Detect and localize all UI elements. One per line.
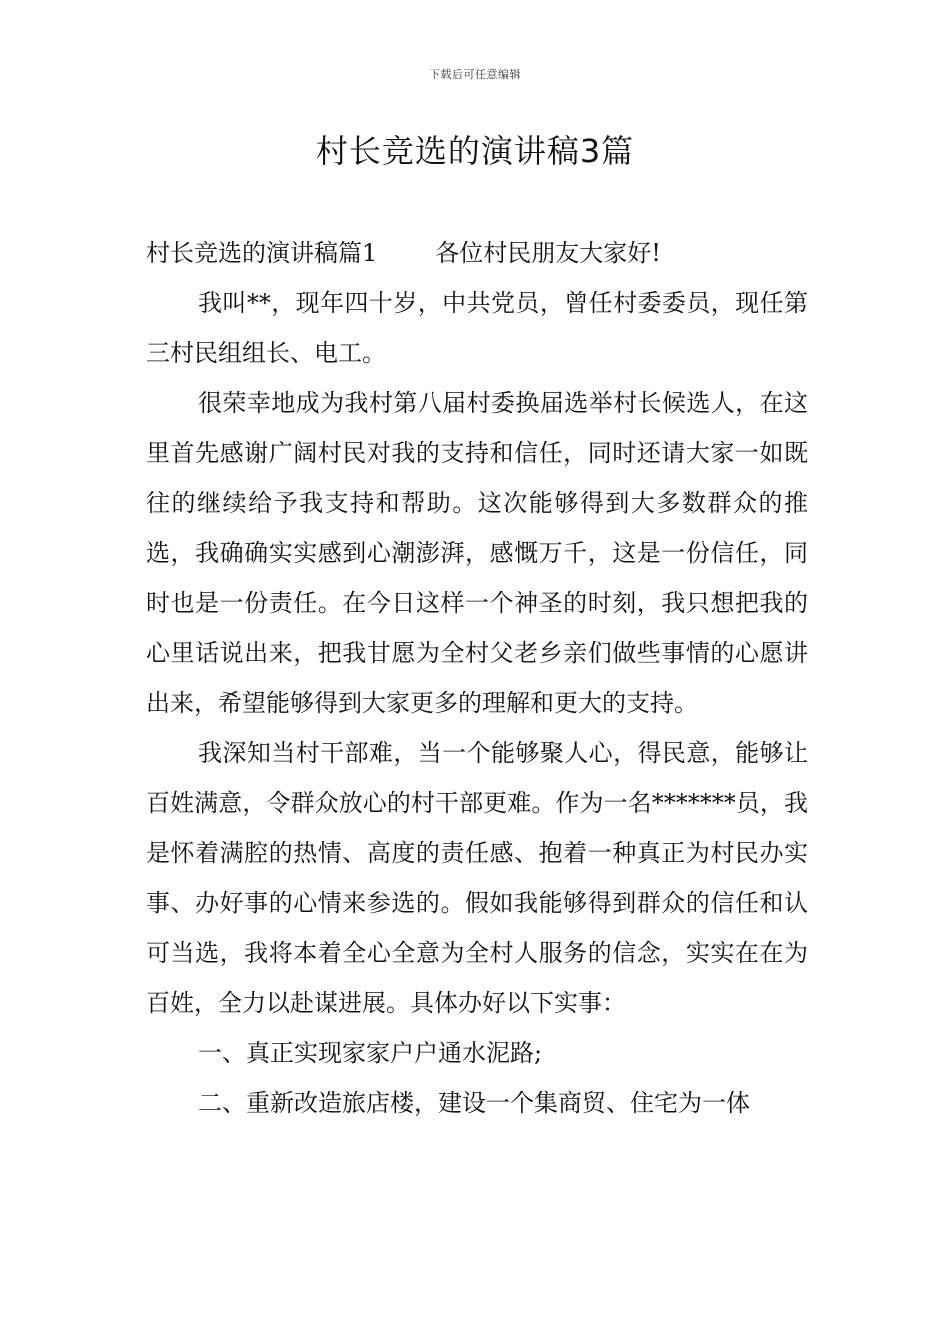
document-title: 村长竞选的演讲稿3篇 xyxy=(315,132,635,170)
opening-line xyxy=(146,228,808,278)
paragraph-thanks: 很荣幸地成为我村第八届村委换届选举村长候选人，在这里首先感谢广阔村民对我的支持和信任，同时还请大家一如既往的继续给予我支持和帮助。这次能够得到大多数群众的推选，我确确实实感到心潮澎湃，感慨万千，这是一份信任，同时也是一份责任。在今日这样一个神圣的时刻，我只想把我的心里话说出来，把我甘愿为全村父老乡亲们做些事情的心愿讲出来，希望能够得到大家更多的理解和更大的支持。 xyxy=(146,389,808,717)
paragraph-intro: 我叫**，现年四十岁，中共党员，曾任村委委员，现任第三村民组组长、电工。 xyxy=(146,289,808,367)
list-item-2: 二、重新改造旅店楼，建设一个集商贸、住宅为一体 xyxy=(198,1089,750,1117)
header-note: 下载后可任意编辑 xyxy=(429,68,521,81)
section-label: 村长竞选的演讲稿篇1 xyxy=(146,239,378,267)
document-body xyxy=(146,228,808,1128)
greeting: 各位村民朋友大家好! xyxy=(435,239,661,267)
paragraph-commitment: 我深知当村干部难，当一个能够聚人心，得民意，能够让百姓满意，令群众放心的村干部更难。作为一名*******员，我是怀着满腔的热情、高度的责任感、抱着一种真正为村民办实事、办好事的心情来参选的。假如我能够得到群众的信任和认可当选，我将本着全心全意为全村人服务的信念，实实在在为百姓，全力以赴谋进展。具体办好以下实事： xyxy=(146,739,808,1017)
list-item-1: 一、真正实现家家户户通水泥路; xyxy=(198,1039,543,1067)
